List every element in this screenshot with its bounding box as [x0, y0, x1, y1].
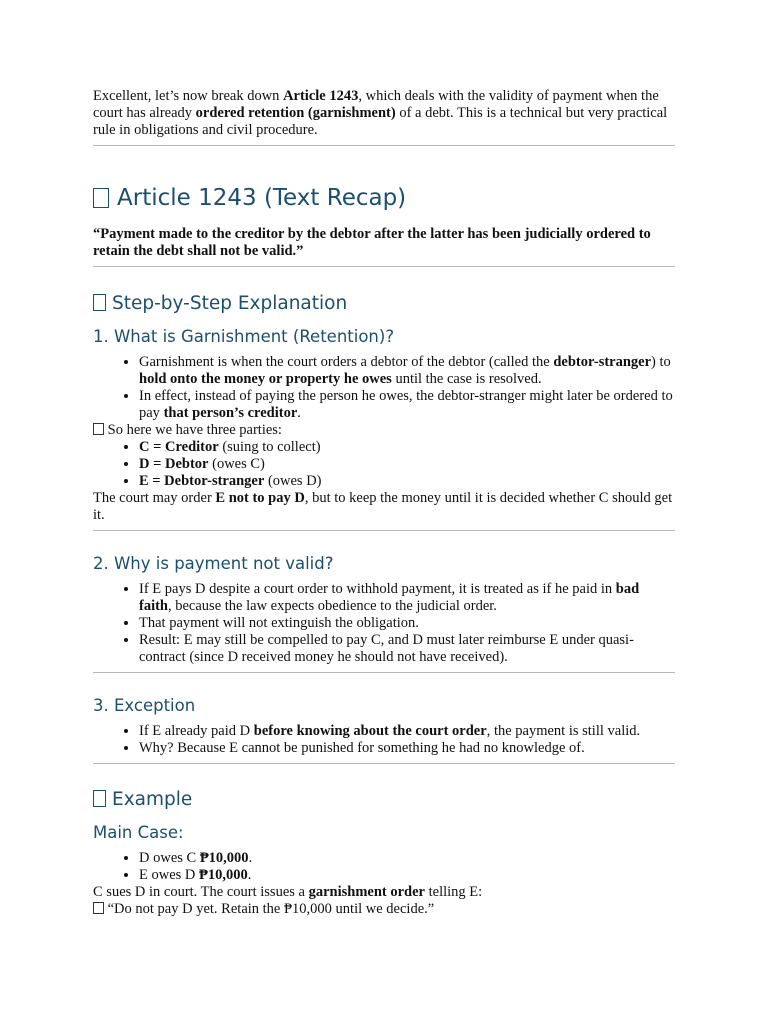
divider: [93, 145, 675, 146]
list-item: • If E already paid D before knowing about the court order, the payment is still valid.: [139, 723, 675, 740]
missing-glyph-icon: [93, 902, 104, 914]
divider: [93, 266, 675, 267]
article-quote: “Payment made to the creditor by the debtor after the latter has been judicially ordered to retain the debt shall not be valid.”: [93, 226, 651, 259]
list-item: • Result: E may still be compelled to pay C, and D must later reimburse E under quasi-contract (since D received money he should not have received).: [139, 632, 675, 666]
divider: [93, 530, 675, 531]
missing-glyph-icon: [93, 188, 109, 208]
missing-glyph-icon: [93, 423, 104, 435]
divider: [93, 763, 675, 764]
section-3-heading: 3. Exception: [93, 696, 196, 715]
list-item: • That payment will not extinguish the obligation.: [139, 615, 675, 632]
missing-glyph-icon: [93, 790, 106, 807]
section-1-list: [93, 354, 675, 422]
recap-heading: Article 1243 (Text Recap): [93, 184, 675, 212]
divider: [93, 672, 675, 673]
list-item: • D = Debtor (owes C): [139, 456, 675, 473]
list-item: • C = Creditor (suing to collect): [139, 439, 675, 456]
court-quote: “Do not pay D yet. Retain the ₱10,000 until we decide.”: [93, 901, 675, 918]
parties-list: [93, 439, 675, 490]
article-ref: Article 1243: [283, 88, 359, 104]
section-3-list: [93, 723, 675, 757]
example-heading: Example: [93, 788, 675, 812]
missing-glyph-icon: [93, 294, 106, 311]
garnishment-paragraph: C sues D in court. The court issues a garnishment order telling E:: [93, 884, 483, 900]
intro-paragraph: Excellent, let’s now break down Article 1243, which deals with the validity of payment when the court has already ordered retention (garnishment) of a debt. This is a technical but very practical rule in obligations and civil procedure.: [93, 88, 668, 138]
document-page: [93, 88, 675, 918]
explanation-heading: Step-by-Step Explanation: [93, 292, 675, 316]
list-item: • E owes D ₱10,000.: [139, 867, 675, 884]
list-item: • If E pays D despite a court order to withhold payment, it is treated as if he paid in bad faith, because the law expects obedience to the judicial order.: [139, 581, 675, 615]
section-1-heading: 1. What is Garnishment (Retention)?: [93, 327, 395, 346]
section-2-list: [93, 581, 675, 666]
intro-bold: ordered retention (garnishment): [195, 105, 396, 121]
main-case-heading: Main Case:: [93, 823, 184, 842]
list-item: • E = Debtor-stranger (owes D): [139, 473, 675, 490]
example-list: [93, 850, 675, 884]
list-item: • Garnishment is when the court orders a debtor of the debtor (called the debtor-stranger) to hold onto the money or property he owes until the case is resolved.: [139, 354, 675, 388]
list-item: • D owes C ₱10,000.: [139, 850, 675, 867]
court-order-paragraph: The court may order E not to pay D, but to keep the money until it is decided whether C should get it.: [93, 490, 673, 523]
list-item: • Why? Because E cannot be punished for something he had no knowledge of.: [139, 740, 675, 757]
parties-intro: So here we have three parties:: [93, 422, 675, 439]
list-item: • In effect, instead of paying the person he owes, the debtor-stranger might later be ordered to pay that person’s creditor.: [139, 388, 675, 422]
section-2-heading: 2. Why is payment not valid?: [93, 554, 334, 573]
